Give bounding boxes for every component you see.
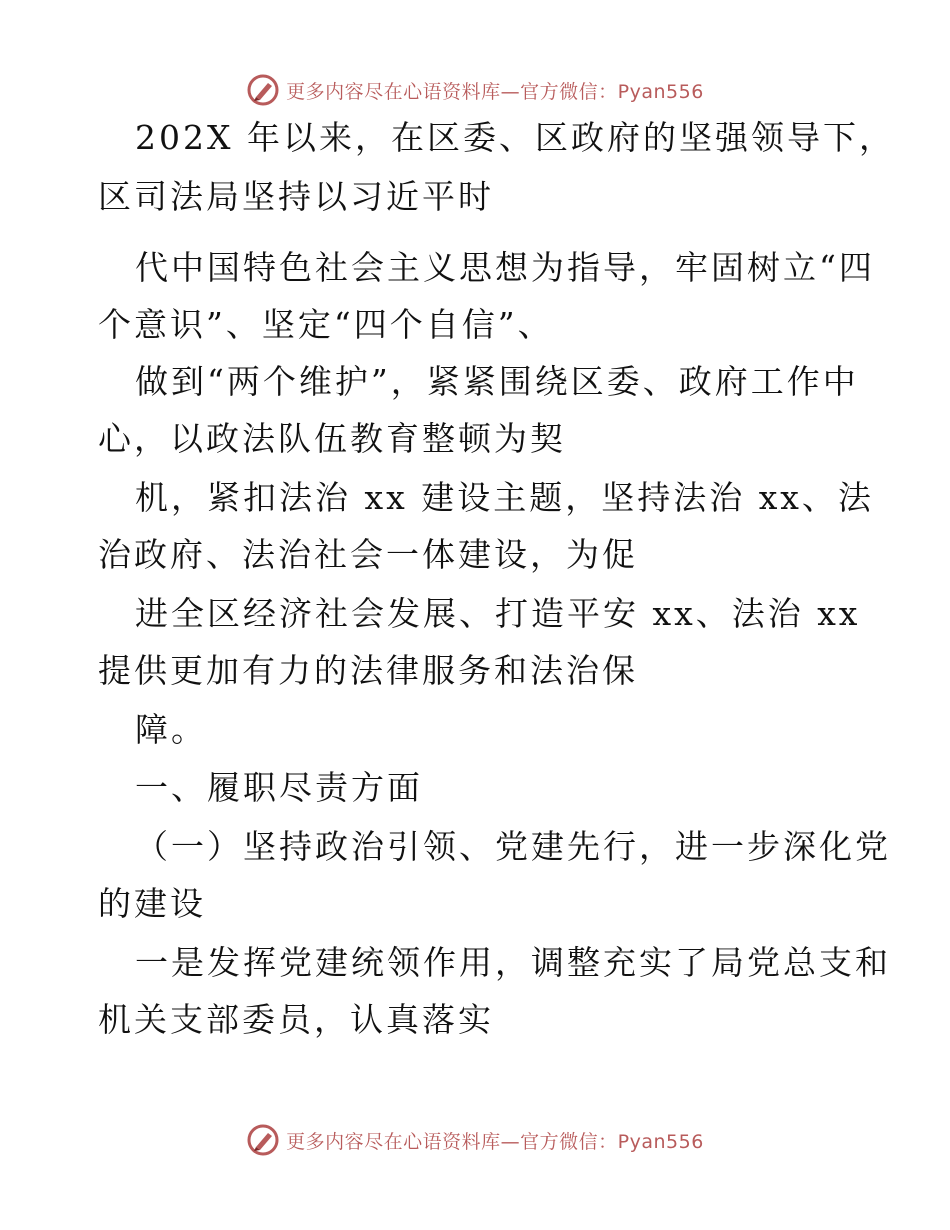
text-line: 障。 [135,710,207,749]
text-line: 机，紧扣法治 xx 建设主题，坚持法治 xx、法 [135,478,874,517]
text-line: （一）坚持政治引领、党建先行，进一步深化党 [135,827,891,866]
watermark-text: 更多内容尽在心语资料库—官方微信：Pyan556 [286,1130,704,1153]
footer-watermark [0,1120,950,1160]
text-line: 提供更加有力的法律服务和法治保 [98,651,638,690]
text-line: 做到“两个维护”，紧紧围绕区委、政府工作中 [135,362,859,401]
text-line: 202X 年以来，在区委、区政府的坚强领导下， [135,118,895,157]
header-watermark [0,70,950,110]
text-line: 机关支部委员，认真落实 [98,1000,494,1039]
text-line: 一是发挥党建统领作用，调整充实了局党总支和 [135,943,891,982]
text-line: 个意识”、坚定“四个自信”、 [98,305,554,344]
text-line: 的建设 [98,884,206,923]
pen-logo-icon [246,1123,280,1157]
watermark-text: 更多内容尽在心语资料库—官方微信：Pyan556 [286,80,704,103]
text-line: 治政府、法治社会一体建设，为促 [98,535,638,574]
text-line: 代中国特色社会主义思想为指导，牢固树立“四 [135,248,875,287]
text-line: 区司法局坚持以习近平时 [98,177,494,216]
text-line: 心，以政法队伍教育整顿为契 [98,419,566,458]
pen-logo-icon [246,73,280,107]
text-line: 进全区经济社会发展、打造平安 xx、法治 xx [135,594,861,633]
section-heading: 一、履职尽责方面 [135,768,423,807]
